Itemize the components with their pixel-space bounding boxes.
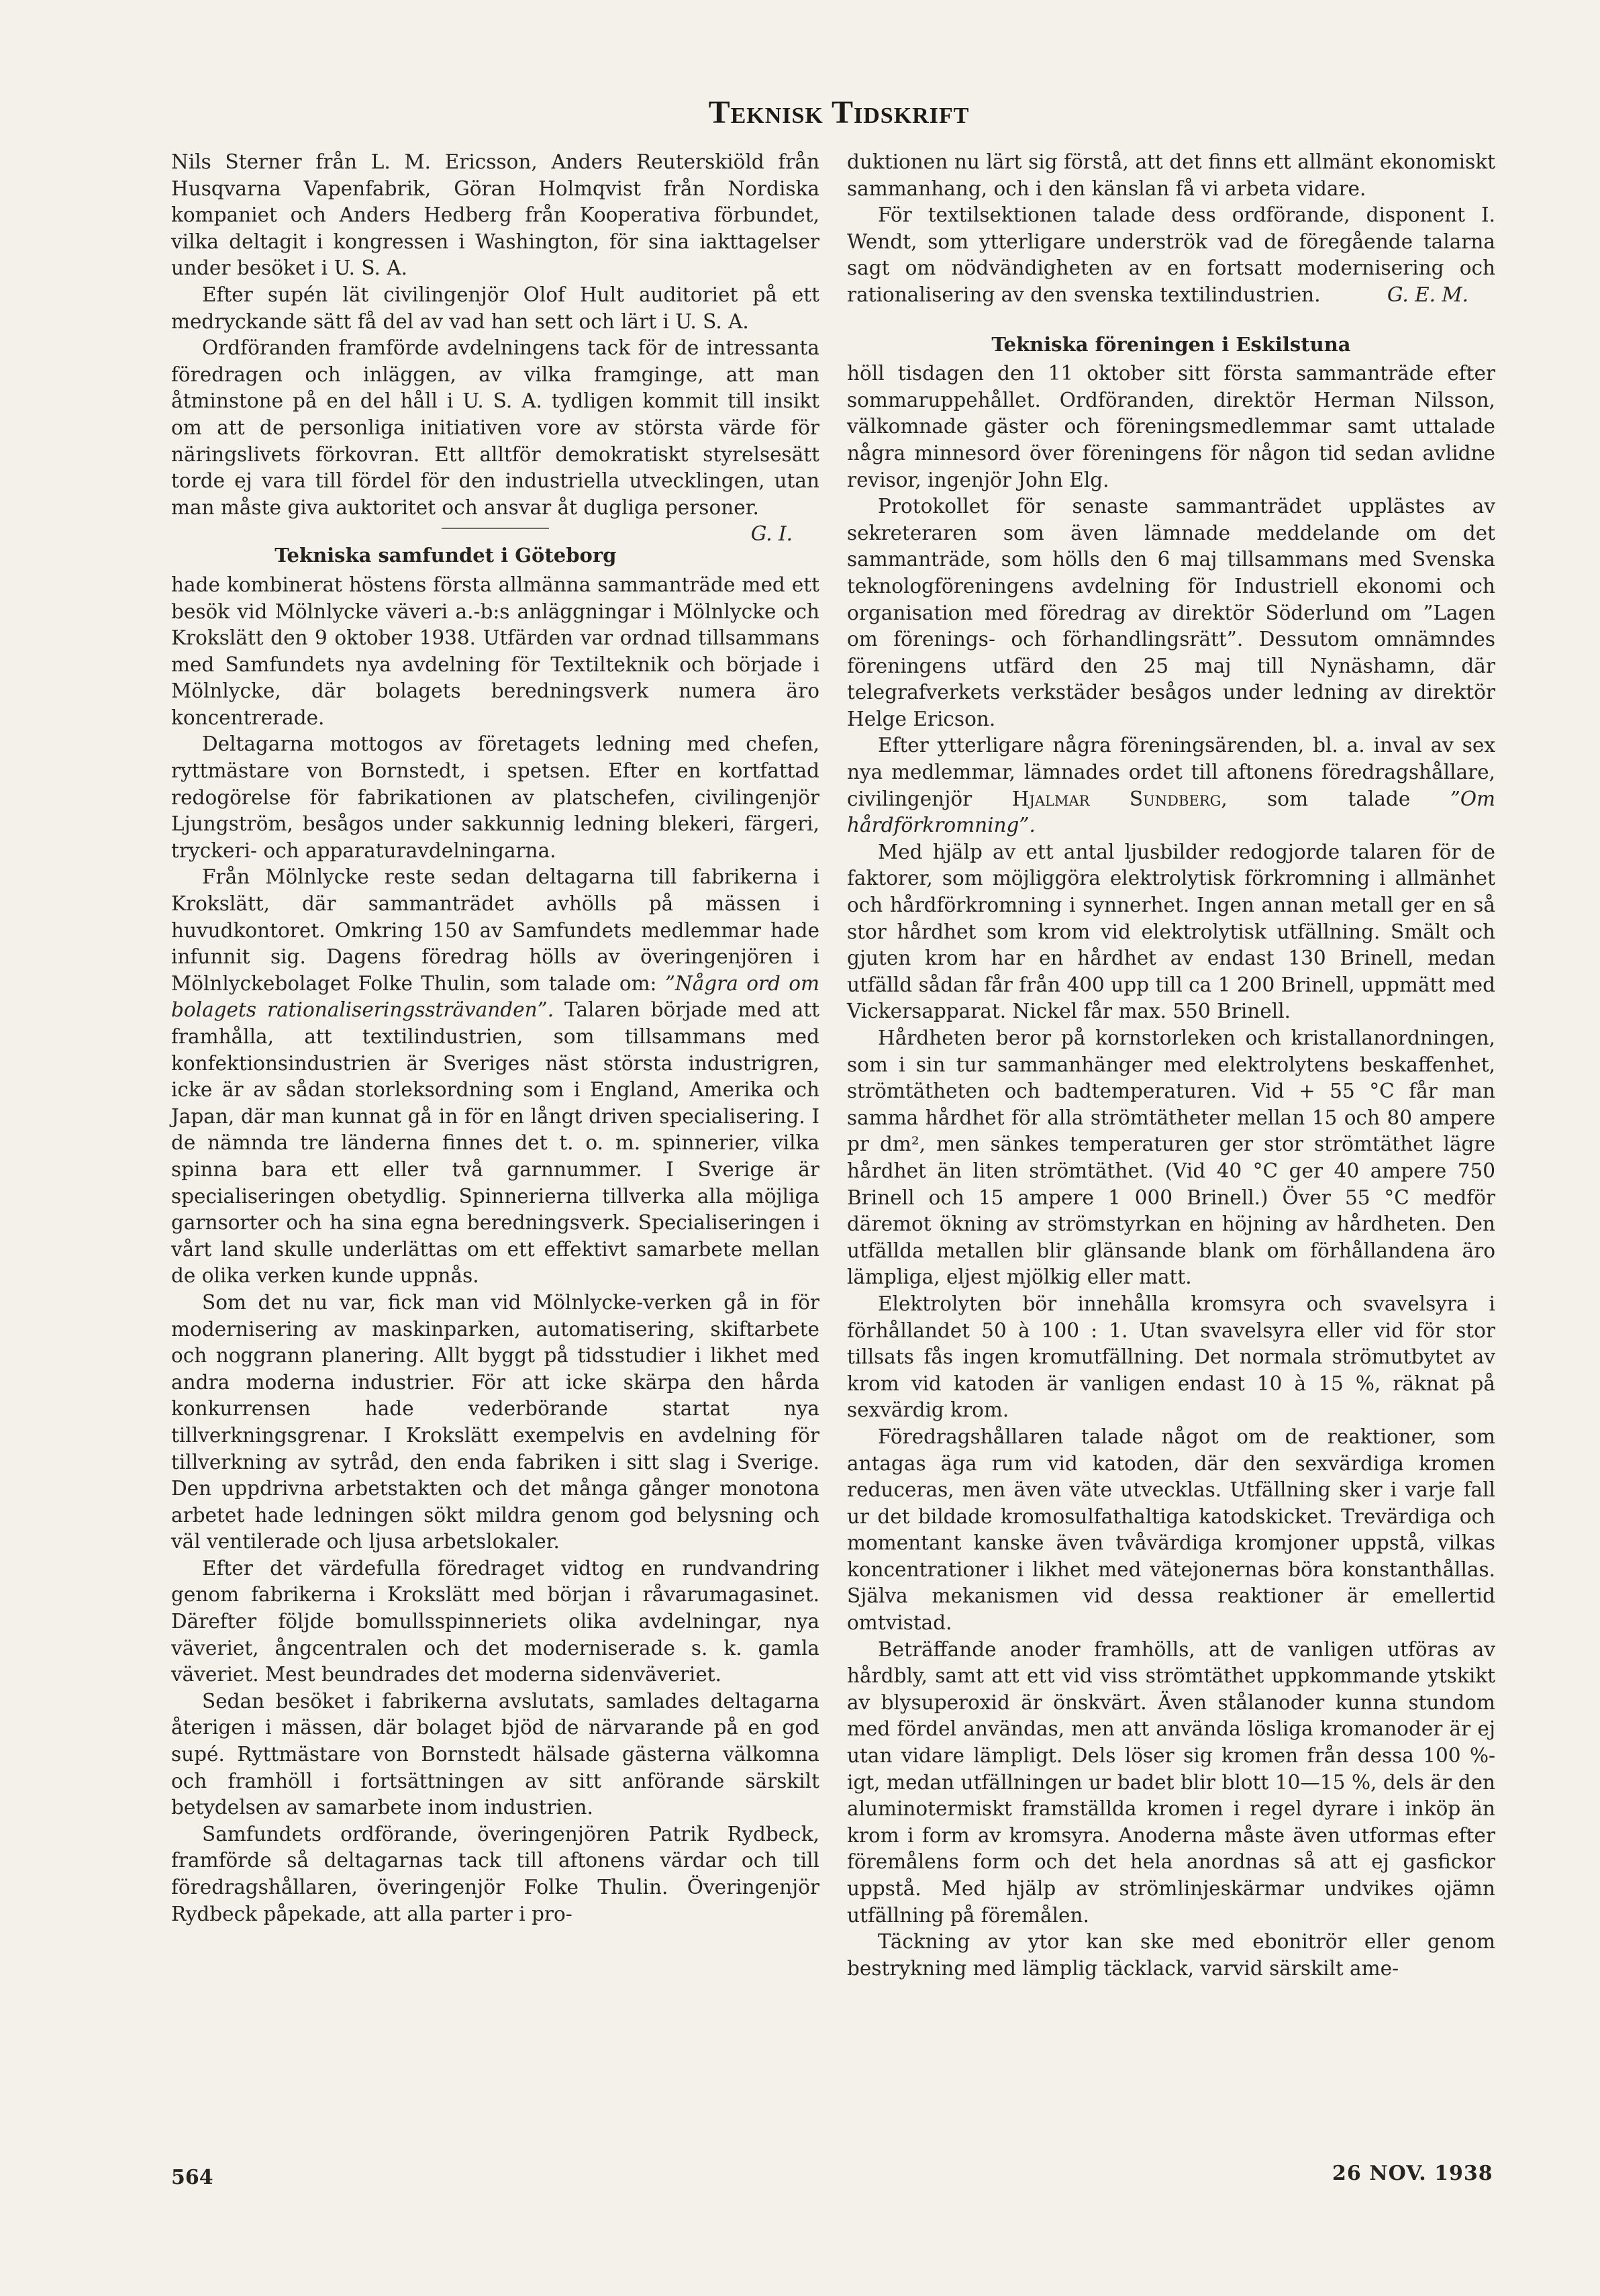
- lecture-title: ”Om hårdförkromning”.: [847, 787, 1495, 837]
- paragraph: Efter det värdefulla föredraget vidtog en rundvandring genom fabrikerna i Krokslätt med början i råvarumagasinet. Därefter följde bomullsspinneriets olika avdelningar, nya väveriet, ångcentralen och det moderniserade s. k. gamla väveriet. Mest beundrades det moderna sidenväveriet.: [171, 1556, 819, 1686]
- signature: G. E. M.: [1387, 283, 1468, 306]
- section-title-eskilstuna: Tekniska föreningen i Eskilstuna: [991, 332, 1351, 356]
- paragraph: [847, 202, 1495, 308]
- paragraph: Föredragshållaren talade något om de reaktioner, som antagas äga rum vid katoden, där den sexvärdiga kromen reduceras, men även väte utvecklas. Utfällning sker i varje fall ur det bildade kromosulfathaltiga katodskicket. Trevärdiga och momentant kanske även tvåvärdiga kromjoner uppstå, vilkas koncentrationer i likhet med vätejonernas böra konstanthållas. Själva mekanismen vid dessa reaktioner är emellertid omtvistad.: [847, 1425, 1495, 1635]
- paragraph: Protokollet för senaste sammanträdet upplästes av sekreteraren som även lämnade meddelande om det sammanträde, som hölls den 6 maj tillsammans med Svenska teknologföreningens avdelning för Industriell ekonomi och organisation med föredrag av direktör Söderlund om ”Lagen om förenings- och förhandlingsrätt”. Dessutom omnämndes föreningens utfärd den 25 maj till Nynäshamn, där telegrafverkets verkstäder besågos under ledning av direktör Helge Ericson.: [847, 495, 1495, 730]
- left-column: [171, 149, 819, 1927]
- paragraph-text: För textilsektionen talade dess ordförande, disponent I. Wendt, som ytterligare underströk vad de föregående talarna sagt om nödvändigheten av en fortsatt modernisering och rationalisering av den svenska textilindustrien.: [847, 203, 1495, 306]
- paragraph: Med hjälp av ett antal ljusbilder redogjorde talaren för de faktorer, som möjliggöra elektrolytisk förkromning i allmänhet och hårdförkromning i synnerhet. Ingen annan metall ger en så stor hårdhet som krom vid elektrolytisk utfällning. Smält och gjuten krom har en hårdhet av endast 130 Brinell, medan utfälld sådan får från 400 upp till ca 1 200 Brinell, uppmätt med Vickersapparat. Nickel får max. 550 Brinell.: [847, 840, 1495, 1023]
- paragraph: Som det nu var, fick man vid Mölnlycke-verken gå in för modernisering av maskinparken, automatisering, skiftarbete och noggrann planering. Allt byggt på tidsstudier i likhet med andra moderna industrier. För att icke skärpa den hårda konkurrensen hade vederbörande startat nya tillverkningsgrenar. I Krokslätt exempelvis en avdelning för tillverkning av sytråd, den enda fabriken i sitt slag i Sverige. Den uppdrivna arbetstakten och det många gånger monotona arbetet hade ledningen sökt mildra genom god belysning och väl ventilerade och ljusa arbetslokaler.: [171, 1290, 819, 1553]
- page-number: 564: [171, 2166, 213, 2189]
- paragraph: Nils Sterner från L. M. Ericsson, Anders Reuterskiöld från Husqvarna Vapenfabrik, Göran Holmqvist från Nordiska kompaniet och Anders Hedberg från Kooperativa förbundet, vilka deltagit i kongressen i Washington, för sina iakttagelser under besöket i U. S. A.: [171, 150, 819, 280]
- paragraph: Sedan besöket i fabrikerna avslutats, samlades deltagarna återigen i mässen, där bolaget bjöd de närvarande på en god supé. Ryttmästare von Bornstedt hälsade gästerna välkomna och framhöll i fortsättningen av sitt anförande särskilt betydelsen av samarbete inom industrien.: [171, 1689, 819, 1819]
- paragraph-text: Talaren började med att framhålla, att textilindustrien, som tillsammans med konfektionsindustrien är Sveriges näst största industrigren, icke är av sådan storleksordning som i England, Amerika och Japan, där man kunnat gå in för en långt driven specialisering. I de nämnda tre länderna finnes det t. o. m. spinnerier, vilka spinna bara ett eller två garnnummer. I Sverige är specialiseringen obetydlig. Spinnerierna tillverka alla möjliga garnsorter och ha sina egna beredningsverk. Specialiseringen i vårt land skulle underlättas om ett effektivt samarbete mellan de olika verken kunde uppnås.: [171, 998, 820, 1288]
- section-divider: [442, 528, 549, 529]
- paragraph: Beträffande anoder framhölls, att de vanligen utföras av hårdbly, samt att ett vid viss strömtäthet uppkommande ytskikt av blysuperoxid är önskvärt. Även stålanoder kunna stundom med fördel användas, men att använda lösliga kromanoder är ej utan vidare lämpligt. Dels löser sig kromen från dessa 100 %-igt, medan utfällningen ur badet blir blott 10—15 %, dels är den aluminotermiskt framställda kromen i regel dyrare i inköp än krom i form av kromsyra. Anoderna måste även utformas efter föremålens form och det hela anordnas så att ej gasfickor uppstå. Med hjälp av strömlinjeskärmar undvikes ojämn utfällning på föremålen.: [847, 1637, 1495, 1927]
- masthead-title: Teknisk Tidskrift: [708, 95, 970, 130]
- paragraph-text: , som talade: [1221, 787, 1450, 810]
- paragraph: [171, 864, 819, 1290]
- paragraph: Elektrolyten bör innehålla kromsyra och svavelsyra i förhållandet 50 à 100 : 1. Utan svavelsyra eller vid för stor tillsats fås ingen kromutfällning. Det normala strömutbytet av krom vid katoden är vanligen endast 10 à 15 %, räknat på sexvärdig krom.: [847, 1292, 1495, 1422]
- right-column: [847, 149, 1495, 1982]
- paragraph-text: Ordföranden framförde avdelningens tack för de intressanta föredragen och inläggen, av vilka framginge, att man åtminstone på en del håll i U. S. A. tydligen kommit till insikt om att de personliga initiativen vore av största värde för näringslivets förkovran. Ett alltför demokratiskt styrelsesätt torde ej vara till fördel för den industriella utvecklingen, utan man måste giva auktoritet och ansvar åt dugliga personer.: [171, 336, 819, 519]
- paragraph: Hårdheten beror på kornstorleken och kristallanordningen, som i sin tur sammanhänger med elektrolytens beskaffenhet, strömtätheten och badtemperaturen. Vid + 55 °C får man samma hårdhet för alla strömtätheter mellan 15 och 80 ampere pr dm², men sänkes temperaturen ger stor strömtäthet lägre hårdhet än liten strömtäthet. (Vid 40 °C ger 40 ampere 750 Brinell och 15 ampere 1 000 Brinell.) Över 55 °C medför däremot ökning av strömstyrkan en höjning av hårdheten. Den utfällda metallen blir glänsande blank om förhållandena äro lämpliga, eljest mjölkig eller matt.: [847, 1026, 1495, 1289]
- paragraph: hade kombinerat höstens första allmänna sammanträde med ett besök vid Mölnlycke väveri a.-b:s anläggningar i Mölnlycke och Krokslätt den 9 oktober 1938. Utfärden var ordnad tillsammans med Samfundets nya avdelning för Textilteknik och började i Mölnlycke, där bolagets beredningsverk numera äro koncentrerade.: [171, 573, 819, 729]
- paragraph: Efter supén lät civilingenjör Olof Hult auditoriet på ett medryckande sätt få del av vad han sett och lärt i U. S. A.: [171, 283, 819, 333]
- section-title-goteborg: Tekniska samfundet i Göteborg: [274, 544, 617, 567]
- signature: G. I.: [750, 522, 793, 546]
- paragraph: Täckning av ytor kan ske med ebonitrör eller genom bestrykning med lämplig täcklack, varvid särskilt ame-: [847, 1930, 1495, 1980]
- speaker-name: Hjalmar Sundberg: [1011, 787, 1221, 810]
- paragraph: höll tisdagen den 11 oktober sitt första sammanträde efter sommaruppehållet. Ordföranden, direktör Herman Nilsson, välkomnade gäster och föreningsmedlemmar samt uttalade några minnesord över föreningens för någon tid sedan avlidne revisor, ingenjör John Elg.: [847, 362, 1495, 491]
- paragraph: [847, 732, 1495, 839]
- paragraph: duktionen nu lärt sig förstå, att det finns ett allmänt ekonomiskt sammanhang, och i den känslan få vi arbeta vidare.: [847, 150, 1495, 200]
- paragraph: Samfundets ordförande, överingenjören Patrik Rydbeck, framförde så deltagarnas tack till aftonens värdar och till föredragshållaren, överingenjör Folke Thulin. Överingenjör Rydbeck påpekade, att alla parter i pro-: [171, 1822, 819, 1925]
- issue-date: 26 NOV. 1938: [1332, 2162, 1493, 2185]
- lecture-title: ”Några ord om bolagets rationaliseringssträvanden”.: [171, 971, 819, 1022]
- paragraph-text: Efter ytterligare några föreningsärenden, bl. a. inval av sex nya medlemmar, lämnades ordet till aftonens föredragshållare, civilingenjör: [847, 734, 1495, 810]
- paragraph: [171, 335, 819, 546]
- paragraph: Deltagarna mottogos av företagets ledning med chefen, ryttmästare von Bornstedt, i spetsen. Efter en kortfattad redogörelse för fabrikationen av platschefen, civilingenjör Ljungström, besågos under sakkunnig ledning blekeri, färgeri, tryckeri- och apparaturavdelningarna.: [171, 732, 819, 862]
- paragraph-text: Från Mölnlycke reste sedan deltagarna till fabrikerna i Krokslätt, där sammanträdet avhölls på mässen i huvudkontoret. Omkring 150 av Samfundets medlemmar hade infunnit sig. Dagens föredrag hölls av överingenjören i Mölnlyckebolaget Folke Thulin, som talade om:: [171, 865, 819, 995]
